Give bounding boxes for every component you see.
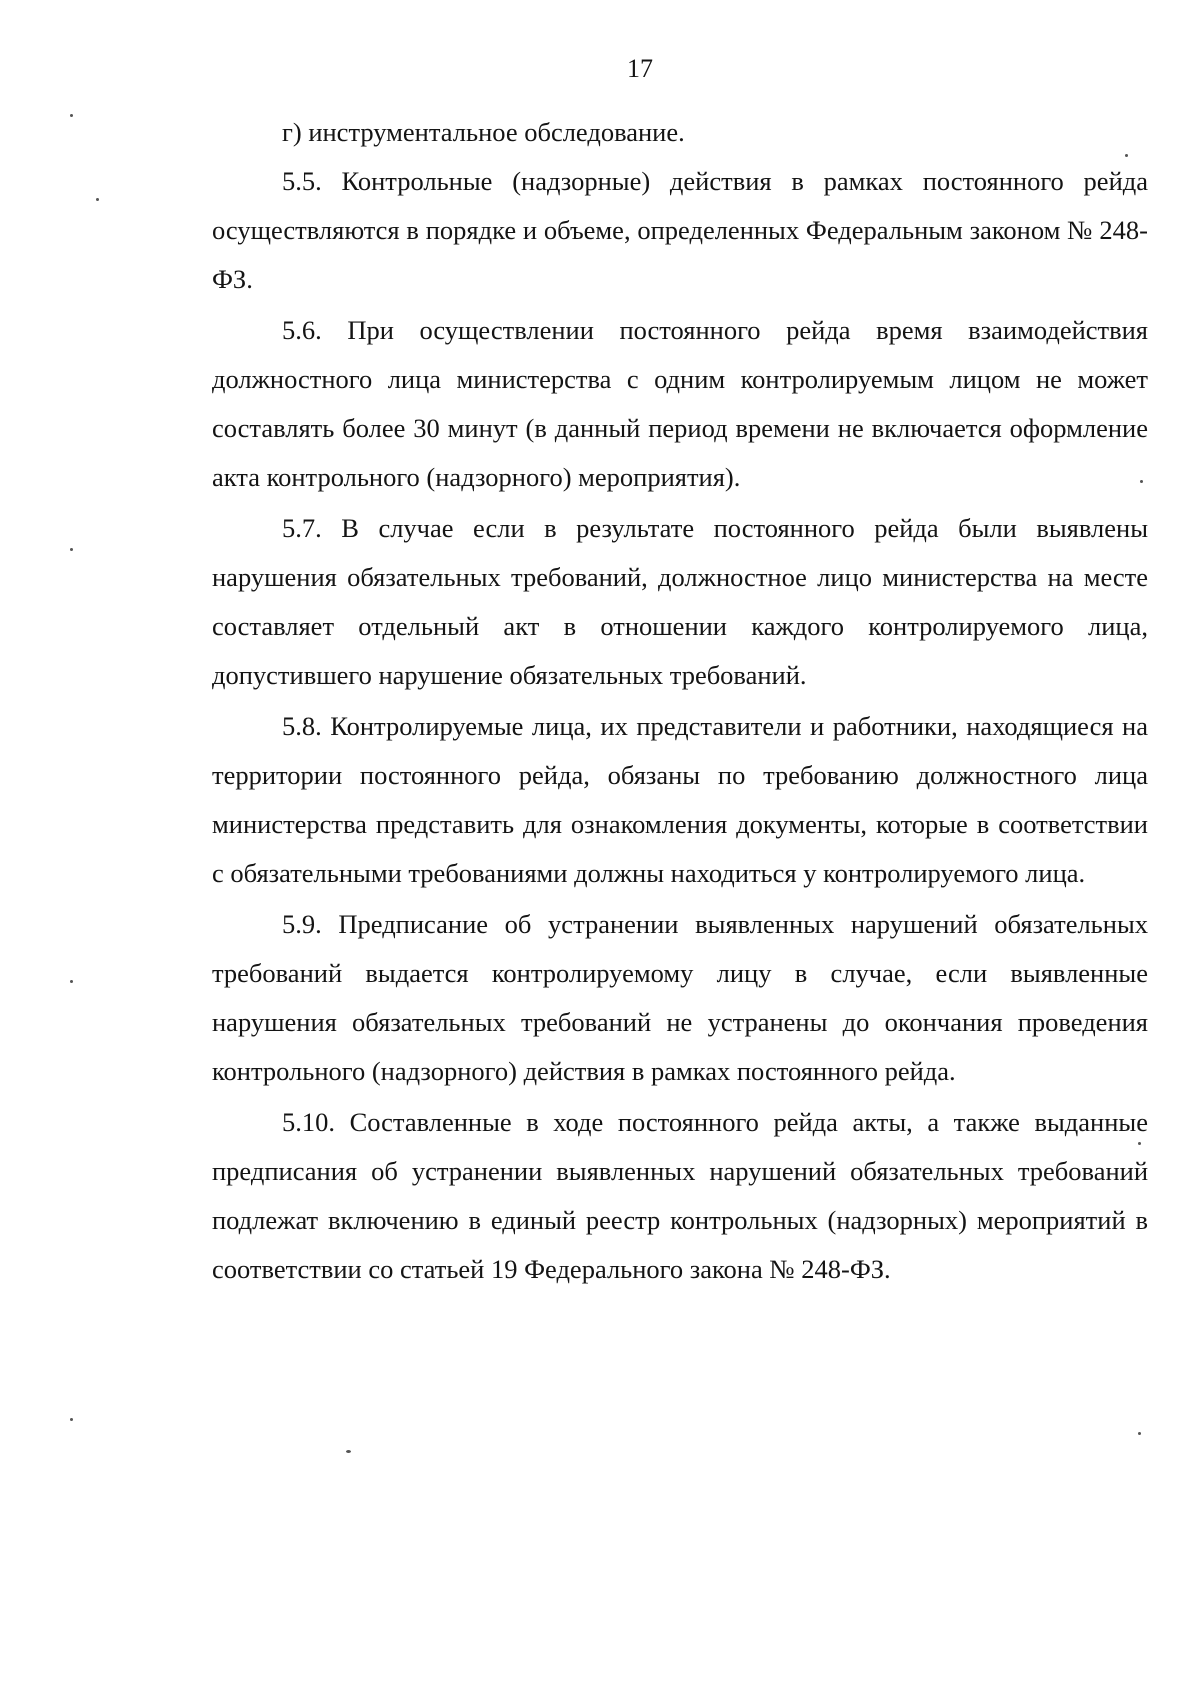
paragraph-5-7: 5.7. В случае если в результате постоянного рейда были выявлены нарушения обязательных требований, должностное лицо министерства на месте составляет отдельный акт в отношении каждого контролируемого лица, допустившего нарушение обязательных требований. xyxy=(212,513,1148,690)
scan-speck xyxy=(1138,1432,1141,1435)
scan-speck xyxy=(70,114,73,117)
paragraph-5-8: 5.8. Контролируемые лица, их представители и работники, находящиеся на территории постоянного рейда, обязаны по требованию должностного лица министерства представить для ознакомления документы, которые в соответствии с обязательными требованиями должны находиться у контролируемого лица. xyxy=(212,711,1148,888)
page-number: 17 xyxy=(627,54,653,83)
paragraph-5-10: 5.10. Составленные в ходе постоянного рейда акты, а также выданные предписания об устранении выявленных нарушений обязательных требований подлежат включению в единый реестр контрольных (надзорных) мероприятий в соответствии со статьей 19 Федерального закона № 248-ФЗ. xyxy=(212,1107,1148,1284)
scan-speck xyxy=(96,198,99,201)
scan-speck xyxy=(70,548,73,551)
scan-speck xyxy=(1138,1142,1141,1145)
paragraph-5-5: 5.5. Контрольные (надзорные) действия в рамках постоянного рейда осуществляются в порядке и объеме, определенных Федеральным законом № 248-ФЗ. xyxy=(212,166,1148,294)
scan-speck xyxy=(346,1450,351,1453)
scan-speck xyxy=(70,980,73,983)
scan-speck xyxy=(70,1418,73,1421)
paragraph-5-9: 5.9. Предписание об устранении выявленных нарушений обязательных требований выдается контролируемому лицу в случае, если выявленные нарушения обязательных требований не устранены до окончания проведения контрольного (надзорного) действия в рамках постоянного рейда. xyxy=(212,909,1148,1086)
scan-speck xyxy=(1125,154,1128,157)
paragraph-item-g: г) инструментальное обследование. xyxy=(282,117,685,147)
scan-speck xyxy=(1140,480,1143,483)
paragraph-5-6: 5.6. При осуществлении постоянного рейда время взаимодействия должностного лица министерства с одним контролируемым лицом не может составлять более 30 минут (в данный период времени не включается оформление акта контрольного (надзорного) мероприятия). xyxy=(212,315,1148,492)
document-body xyxy=(212,108,1148,1296)
